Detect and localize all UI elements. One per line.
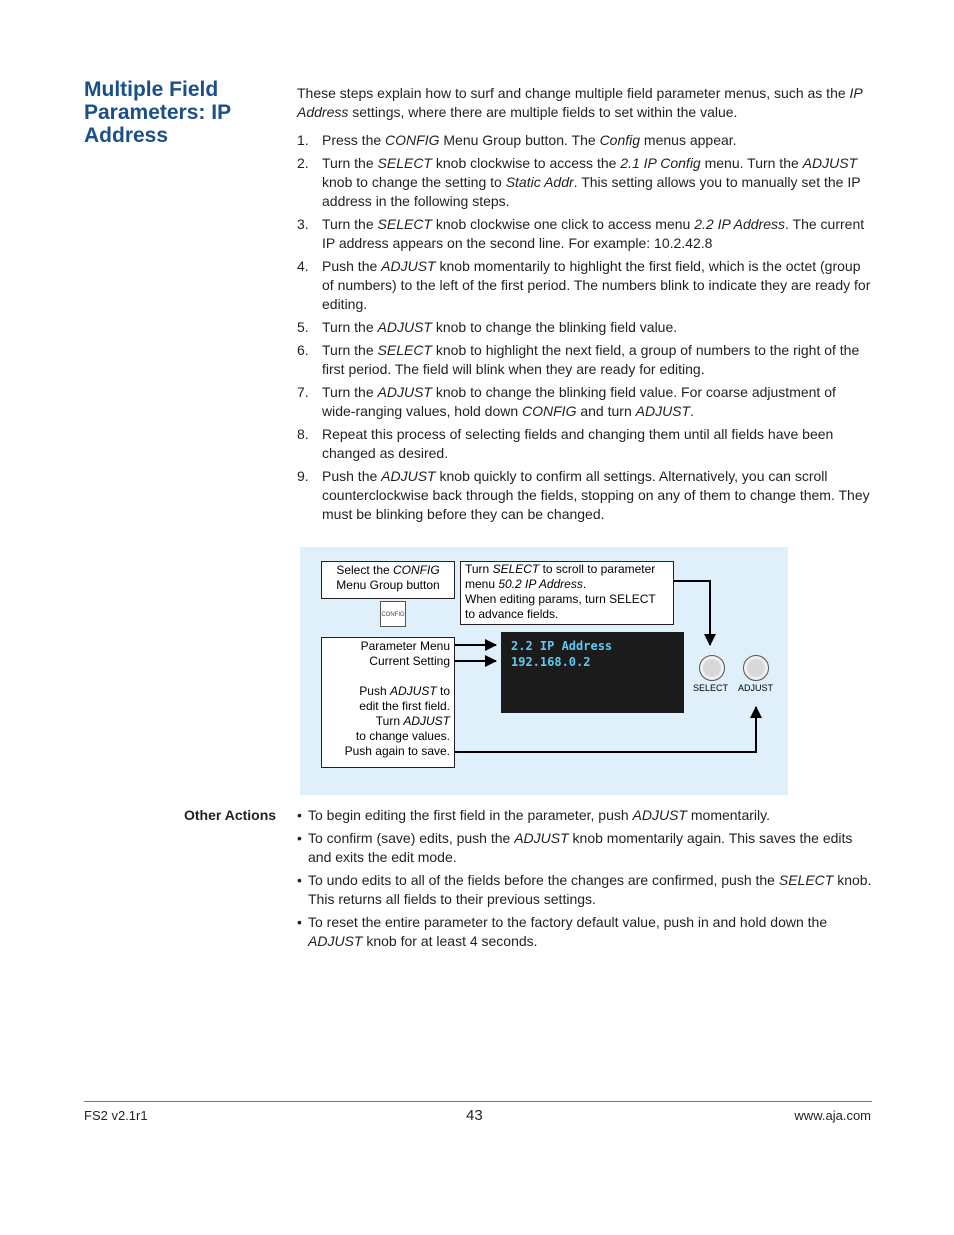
step-text: Press the CONFIG Menu Group button. The Config menus appear.	[322, 132, 737, 148]
list-item	[297, 829, 872, 867]
step-number: 8.	[297, 426, 309, 442]
callout-line: Turn ADJUST	[375, 714, 450, 728]
callout-line: Turn SELECT to scroll to parameter	[465, 562, 656, 576]
bullet-icon: •	[297, 807, 302, 823]
other-actions-list	[297, 806, 872, 955]
page-number: 43	[466, 1107, 483, 1124]
callout-line: to advance fields.	[465, 607, 559, 621]
step-item	[297, 383, 872, 421]
callout-line: Menu Group button	[336, 578, 440, 592]
step-number: 9.	[297, 468, 309, 484]
callout-line: Push again to save.	[344, 744, 450, 758]
list-item-text: To begin editing the first field in the parameter, push ADJUST momentarily.	[308, 807, 770, 823]
callout-line: Parameter Menu	[360, 639, 450, 653]
bullet-icon: •	[297, 914, 302, 930]
step-item	[297, 467, 872, 524]
callout-line: edit the first field.	[359, 699, 450, 713]
step-item	[297, 341, 872, 379]
step-number: 3.	[297, 216, 309, 232]
callout-arrows	[300, 547, 788, 795]
step-text: Turn the ADJUST knob to change the blinking field value. For coarse adjustment of wide-ranging values, hold down CONFIG and turn ADJUST.	[322, 384, 836, 419]
callout-line: menu 50.2 IP Address.	[465, 577, 587, 591]
other-actions-heading: Other Actions	[184, 807, 277, 823]
list-item	[297, 806, 872, 825]
step-number: 6.	[297, 342, 309, 358]
select-knob-label: SELECT	[693, 683, 729, 693]
adjust-knob-label: ADJUST	[738, 683, 774, 693]
callout-line: When editing params, turn SELECT	[465, 592, 656, 606]
step-item	[297, 257, 872, 314]
intro-paragraph: These steps explain how to surf and change multiple field parameter menus, such as the IP Address settings, where there are multiple fields to set within the value.	[297, 85, 863, 120]
list-item	[297, 871, 872, 909]
list-item-text: To reset the entire parameter to the factory default value, push in and hold down the ADJUST knob for at least 4 seconds.	[308, 914, 828, 949]
step-number: 1.	[297, 132, 309, 148]
step-text: Turn the ADJUST knob to change the blinking field value.	[322, 319, 678, 335]
step-text: Turn the SELECT knob clockwise one click to access menu 2.2 IP Address. The current IP address appears on the second line. For example: 10.2.42.8	[322, 216, 865, 251]
step-number: 5.	[297, 319, 309, 335]
front-panel-diagram	[300, 547, 788, 795]
callout-line: Push ADJUST to	[359, 684, 450, 698]
step-number: 4.	[297, 258, 309, 274]
steps-list	[297, 131, 872, 528]
step-text: Push the ADJUST knob quickly to confirm all settings. Alternatively, you can scroll counterclockwise back through the fields, stopping on any of them to change them. They must be blinking before they can be changed.	[322, 468, 870, 522]
list-item-text: To undo edits to all of the fields before the changes are confirmed, push the SELECT knob. This returns all fields to their previous settings.	[308, 872, 872, 907]
footer-website: www.aja.com	[794, 1108, 871, 1123]
lcd-line-menu: 2.2 IP Address	[511, 639, 613, 653]
step-item	[297, 425, 872, 463]
bullet-icon: •	[297, 830, 302, 846]
config-button[interactable]: CONFIG	[380, 601, 406, 627]
section-heading: Multiple Field Parameters: IP Address	[84, 78, 231, 147]
step-text: Repeat this process of selecting fields and changing them until all fields have been changed as desired.	[322, 426, 834, 461]
step-number: 2.	[297, 155, 309, 171]
step-text: Push the ADJUST knob momentarily to highlight the first field, which is the octet (group of numbers) to the left of the first period. The numbers blink to indicate they are ready for editing.	[322, 258, 871, 312]
step-item	[297, 154, 872, 211]
arrow-to-adjust-knob	[455, 707, 756, 752]
bullet-icon: •	[297, 872, 302, 888]
step-item	[297, 131, 872, 150]
lcd-line-value: 192.168.0.2	[511, 655, 591, 669]
step-number: 7.	[297, 384, 309, 400]
callout-line: Select the CONFIG	[336, 563, 440, 577]
callout-line: to change values.	[355, 729, 450, 743]
footer-divider	[84, 1101, 872, 1102]
list-item-text: To confirm (save) edits, push the ADJUST knob momentarily again. This saves the edits and exits the edit mode.	[308, 830, 853, 865]
callout-line: Current Setting	[369, 654, 450, 668]
step-text: Turn the SELECT knob clockwise to access the 2.1 IP Config menu. Turn the ADJUST knob to change the setting to Static Addr. This setting allows you to manually set the IP address in the following steps.	[322, 155, 861, 209]
step-text: Turn the SELECT knob to highlight the next field, a group of numbers to the right of the first period. The field will blink when they are ready for editing.	[322, 342, 860, 377]
step-item	[297, 318, 872, 337]
list-item	[297, 913, 872, 951]
arrow-to-select-knob	[674, 581, 710, 645]
step-item	[297, 215, 872, 253]
footer-version: FS2 v2.1r1	[84, 1108, 148, 1123]
